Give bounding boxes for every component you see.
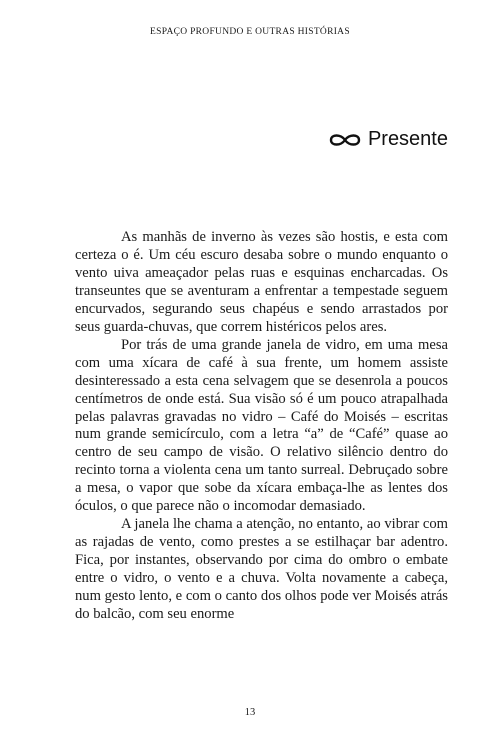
- body-text: [75, 229, 448, 624]
- paragraph: A janela lhe chama a atenção, no entanto, ao vibrar com as rajadas de vento, como prestes a se estilhaçar bar adentro. Fica, por instantes, observando por cima do ombro o embate entre o vidro, o vento e a chuva. Volta novamente a cabeça, num gesto lento, e com o canto dos olhos pode ver Moisés atrás do balcão, com seu enorme: [75, 516, 448, 623]
- chapter-heading: [328, 128, 448, 151]
- running-head: ESPAÇO PROFUNDO E OUTRAS HISTÓRIAS: [150, 27, 350, 37]
- infinity-icon: [328, 133, 362, 147]
- page-number: 13: [244, 707, 256, 718]
- paragraph: As manhãs de inverno às vezes são hostis, e esta com certeza o é. Um céu escuro desaba sobre o mundo enquanto o vento uiva ameaçador pelas ruas e esquinas encharcadas. Os transeuntes que se aventuram a enfrentar a tempestade seguem encurvados, segurando seus chapéus e sendo arrastados por seus guarda-chuvas, que correm histéricos pelos ares.: [75, 229, 448, 335]
- chapter-title: Presente: [367, 128, 448, 150]
- paragraph: Por trás de uma grande janela de vidro, em uma mesa com uma xícara de café à sua frente, um homem assiste desinteressado a esta cena selvagem que se desenrola a poucos centímetros de onde está. Sua visão só é um pouco atrapalhada pelas palavras gravadas no vidro – Café do Moisés – escritas num grande semicírculo, com a letra “a” de “Café” quase ao centro de seu campo de visão. O relativo silêncio dentro do recinto torna a violenta cena um tanto surreal. Debruçado sobre a mesa, o vapor que sobe da xícara embaça-lhe as lentes dos óculos, o que parece não o incomodar demasiado.: [75, 336, 448, 515]
